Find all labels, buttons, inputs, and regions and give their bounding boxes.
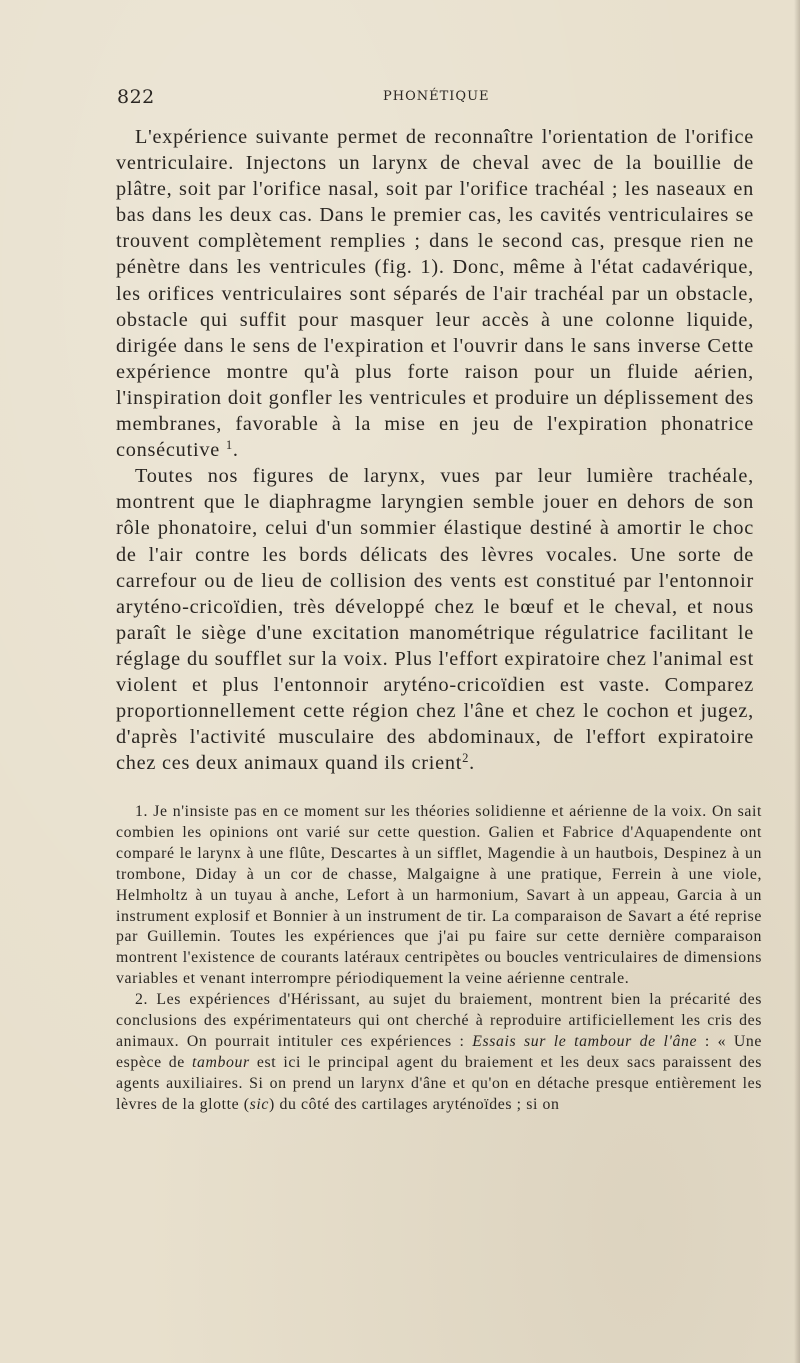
paragraph-2-end: . (469, 752, 475, 775)
footnote-2-part-b: : « Une espèce de (116, 1032, 762, 1071)
footnote-ref-1: 1 (225, 438, 233, 453)
running-head: PHONÉTIQUE (383, 89, 490, 104)
footnotes (116, 802, 762, 1116)
paragraph-1-text: L'expérience suivante permet de reconnaître l'orientation de l'orifice ventriculaire. Injectons un larynx de cheval avec de la bouillie de plâtre, soit par l'orifice nasal, soit par l'orifice trachéal ; les naseaux en bas dans les deux cas. Dans le premier cas, les cavités ventriculaires se trouvent complètement remplies ; dans le second cas, presque rien ne pénètre dans les ventricules (fig. 1). Donc, même à l'état cadavérique, les orifices ventriculaires sont séparés de l'air trachéal par un obstacle, obstacle qui suffit pour masquer leur accès à une colonne liquide, dirigée dans le sens de l'expiration et l'ouvrir dans le sans inverse Cette expérience montre qu'à plus forte raison pour un fluide aérien, l'inspiration doit gonfler les ventricules et produire un déplissement des membranes, favorable à la mise en jeu de l'expiration phonatrice consécutive (116, 126, 754, 462)
paragraph-2 (116, 463, 754, 776)
paragraph-1 (116, 124, 754, 463)
footnote-1: 1. Je n'insiste pas en ce moment sur les théories solidienne et aérienne de la voix. On sait combien les opinions ont varié sur cette question. Galien et Fabrice d'Aquapendente ont comparé le larynx à une flûte, Descartes à un sifflet, Magendie à un hautbois, Despinez à un trombone, Diday à un cor de chasse, Malgaigne à une pratique, Ferrein à une viole, Helmholtz à un tuyau à anche, Lefort à un harmonium, Savart à un appeau, Garcia à un instrument explosif et Bonnier à un instrument de tir. La comparaison de Savart a été reprise par Guillemin. Toutes les expériences que j'ai pu faire sur cette dernière comparaison montrent l'existence de courants latéraux centripètes ou boucles ventriculaires de dimensions variables et venant interrompre périodiquement la veine aérienne centrale. (116, 803, 762, 988)
footnote-2-part-a: 2. Les expériences d'Hérissant, au sujet du braiement, montrent bien la précarité des conclusions des expérimentateurs qui ont cherché à reproduire artificiellement les cris des animaux. On pourrait intituler ces expériences : (116, 991, 762, 1050)
footnote-2-part-d: ) du côté des cartilages aryténoïdes ; si on (269, 1095, 560, 1113)
footnote-2 (116, 990, 762, 1115)
footnote-ref-2: 2 (462, 751, 470, 766)
page-number: 822 (117, 86, 155, 108)
page-edge-shadow (794, 0, 800, 1363)
paragraph-2-text: Toutes nos figures de larynx, vues par leur lumière trachéale, montrent que le diaphragme laryngien semble jouer en dehors de son rôle phonatoire, celui d'un sommier élastique destiné à amortir le choc de l'air contre les bords délicats des lèvres vocales. Une sorte de carrefour ou de lieu de collision des vents est constitué par l'entonnoir aryténo-cricoïdien, très développé chez le bœuf et le cheval, et nous paraît le siège d'une excitation manométrique régulatrice facilitant le réglage du soufflet sur la voix. Plus l'effort expiratoire chez l'animal est violent et plus l'entonnoir aryténo-cricoïdien est vaste. Comparez proportionnellement cette région chez l'âne et chez le cochon et jugez, d'après l'activité musculaire des abdominaux, de l'effort expiratoire chez ces deux animaux quand ils crient (116, 465, 754, 775)
footnote-2-part-c: est ici le principal agent du braiement et les deux sacs paraissent des agents auxiliaires. Si on prend un larynx d'âne et qu'on en détache presque entièrement les lèvres de la glotte ( (116, 1053, 762, 1113)
footnote-2-tambour: tambour (192, 1053, 250, 1071)
paragraph-1-end: . (232, 439, 239, 462)
main-text (116, 124, 754, 776)
footnote-2-sic: sic (249, 1095, 270, 1113)
page-header (117, 86, 737, 110)
footnote-2-title: Essais sur le tambour de l'âne (472, 1032, 698, 1050)
